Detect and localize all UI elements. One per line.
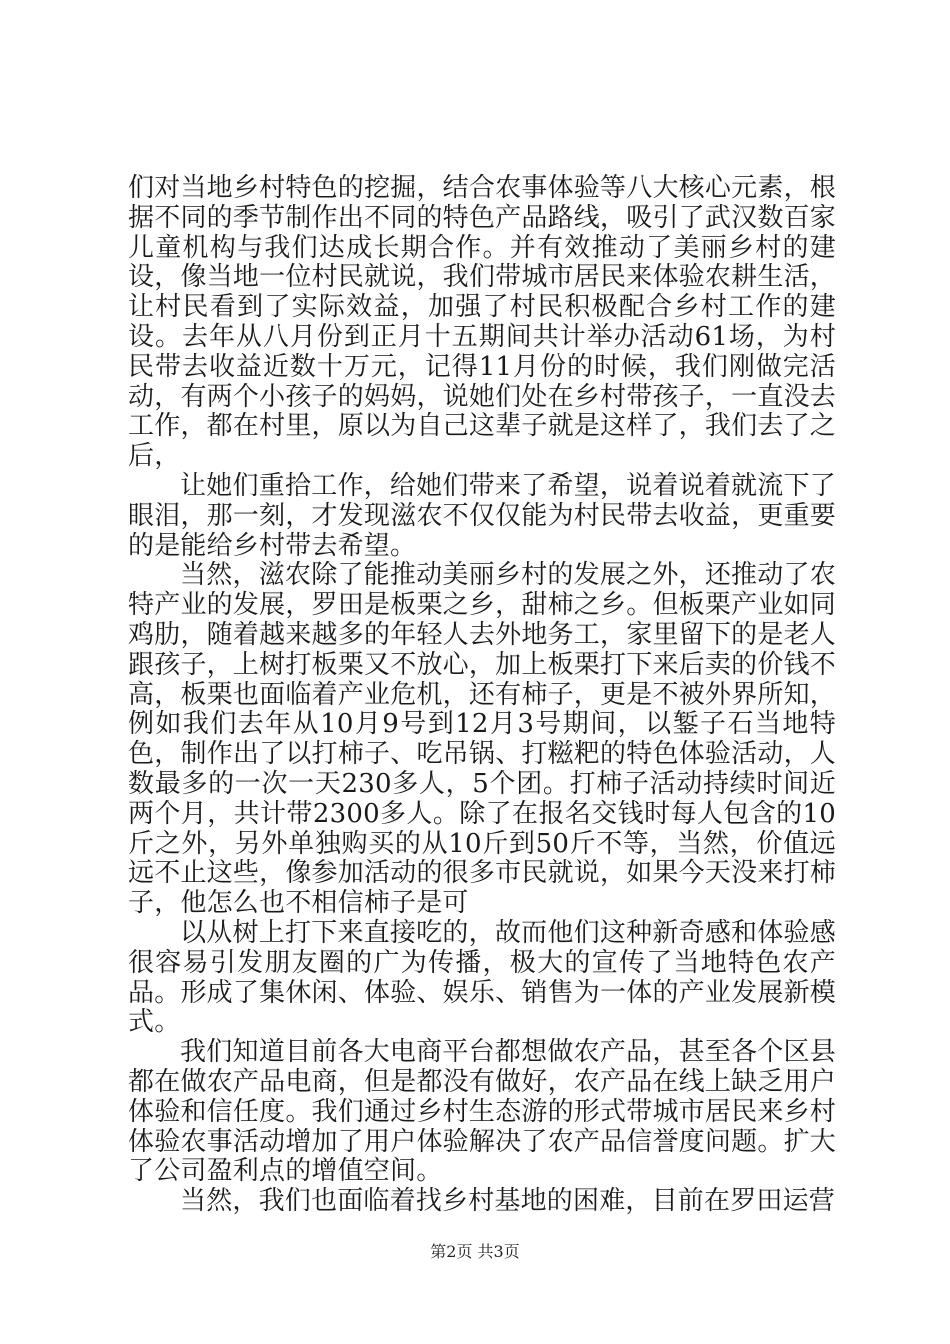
paragraph-3: 当然，滋农除了能推动美丽乡村的发展之外，还推动了农特产业的发展，罗田是板栗之乡，甜柿之乡。但板栗产业如同鸡肋，随着越来越多的年轻人去外地务工，家里留下的是老人跟孩子，上树打板栗又不放心，加上板栗打下来后卖的价钱不高，板栗也面临着产业危机，还有柿子，更是不被外界所知，例如我们去年从10月9号到12月3号期间，以錾子石当地特色，制作出了以打柿子、吃吊锅、打糍粑的特色体验活动，人数最多的一次一天230多人，5个团。打柿子活动持续时间近两个月，共计带2300多人。除了在报名交钱时每人包含的10斤之外，另外单独购买的从10斤到50斤不等，当然，价值远远不止这些，像参加活动的很多市民就说，如果今天没来打柿子，他怎么也不相信柿子是可: [128, 560, 836, 919]
paragraph-4: 以从树上打下来直接吃的，故而他们这种新奇感和体验感很容易引发朋友圈的广为传播，极大的宣传了当地特色农产品。形成了集休闲、体验、娱乐、销售为一体的产业发展新模式。: [128, 917, 836, 1038]
paragraph-2: 让她们重拾工作，给她们带来了希望，说着说着就流下了眼泪，那一刻，才发现滋农不仅仅能为村民带去收益，更重要的是能给乡村带去希望。: [128, 470, 836, 561]
document-body: [128, 174, 836, 1217]
paragraph-6: 当然，我们也面临着找乡村基地的困难，目前在罗田运营: [180, 1186, 836, 1217]
paragraph-1: 们对当地乡村特色的挖掘，结合农事体验等八大核心元素，根据不同的季节制作出不同的特色产品路线，吸引了武汉数百家儿童机构与我们达成长期合作。并有效推动了美丽乡村的建设，像当地一位村民就说，我们带城市居民来体验农耕生活，让村民看到了实际效益，加强了村民积极配合乡村工作的建设。去年从八月份到正月十五期间共计举办活动61场，为村民带去收益近数十万元，记得11月份的时候，我们刚做完活动，有两个小孩子的妈妈，说她们处在乡村带孩子，一直没去工作，都在村里，原以为自己这辈子就是这样了，我们去了之后，: [128, 173, 836, 472]
page-number-footer: 第2页 共3页: [430, 1242, 520, 1261]
paragraph-5: 我们知道目前各大电商平台都想做农产品，甚至各个区县都在做农产品电商，但是都没有做好，农产品在线上缺乏用户体验和信任度。我们通过乡村生态游的形式带城市居民来乡村体验农事活动增加了用户体验解决了农产品信誉度问题。扩大了公司盈利点的增值空间。: [128, 1037, 836, 1187]
